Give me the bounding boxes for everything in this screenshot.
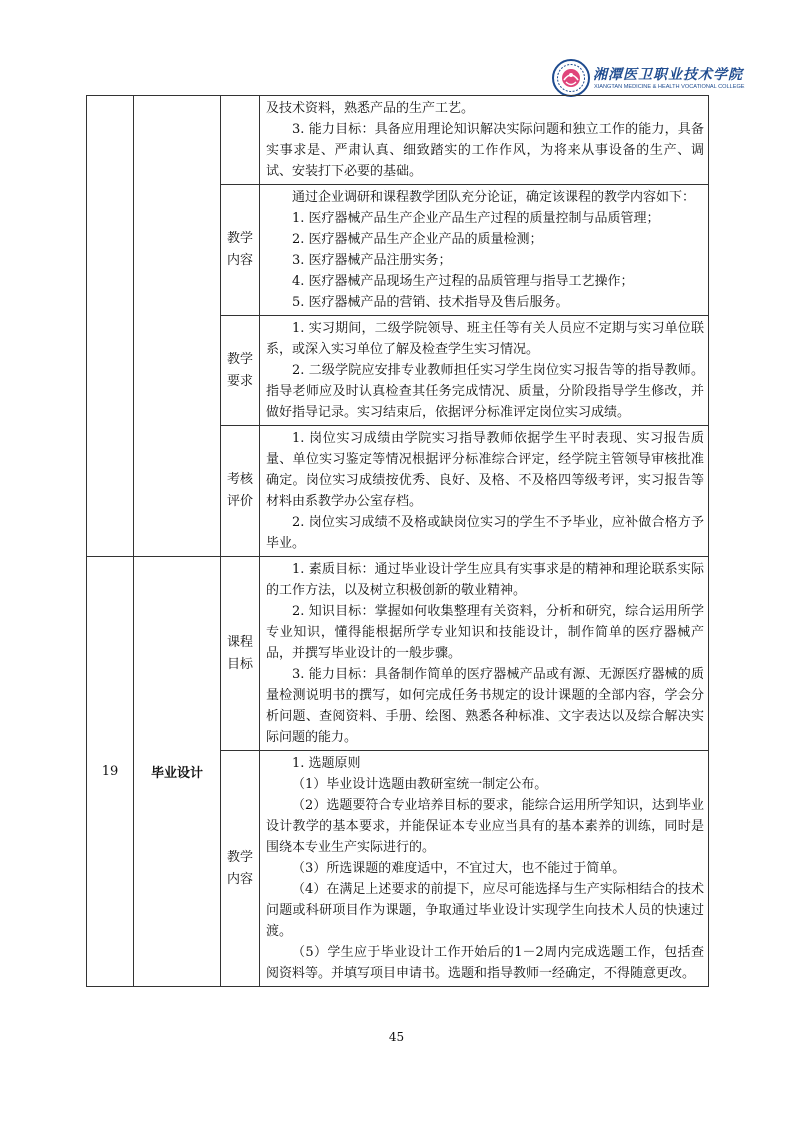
requirement-paragraph: 2. 二级学院应安排专业教师担任实习学生岗位实习报告等的指导教师。指导老师应及时认真检查其任务完成情况、质量，分阶段指导学生修改，并做好指导记录。实习结束后，依据评分标准评定岗位实习成绩。 xyxy=(266,363,704,420)
content-item: （3）所选课题的难度适中，不宜过大，也不能过于简单。 xyxy=(292,861,626,876)
content-paragraph: 通过企业调研和课程教学团队充分论证，确定该课程的教学内容如下： xyxy=(292,190,696,205)
course-number-cell xyxy=(87,96,134,557)
content-item: 5. 医疗器械产品的营销、技术指导及售后服务。 xyxy=(292,295,569,310)
content-cell xyxy=(260,185,709,316)
course-name-cell xyxy=(134,96,221,557)
content-cell xyxy=(260,751,709,987)
requirements-cell xyxy=(260,316,709,426)
content-item: 2. 医疗器械产品生产企业产品的质量检测； xyxy=(292,232,543,247)
course-number: 19 xyxy=(87,557,134,987)
assessment-paragraph: 1. 岗位实习成绩由学院实习指导教师依据学生平时表现、实习报告质量、单位实习鉴定等情况根据评分标准综合评定，经学院主管领导审核批准确定。岗位实习成绩按优秀、良好、及格、不及格四等级考评，实习报告等材料由系教学办公室存档。 xyxy=(266,431,704,509)
content-item: （1）毕业设计选题由教研室统一制定公布。 xyxy=(292,777,548,792)
assessment-cell xyxy=(260,426,709,557)
content-item: （4）在满足上述要求的前提下，应尽可能选择与生产实际相结合的技术问题或科研项目作为课题，争取通过毕业设计实现学生向技术人员的快速过渡。 xyxy=(266,882,704,939)
assessment-paragraph: 2. 岗位实习成绩不及格或缺岗位实习的学生不予毕业，应补做合格方予毕业。 xyxy=(266,515,704,551)
goals-paragraph: 3. 能力目标：具备应用理论知识解决实际问题和独立工作的能力，具备实事求是、严肃认真、细致踏实的工作作风，为将来从事设备的生产、调试、安装打下必要的基础。 xyxy=(266,122,704,179)
content-label: 教学内容 xyxy=(221,751,260,987)
content-item: 1. 医疗器械产品生产企业产品生产过程的质量控制与品质管理； xyxy=(292,211,660,226)
goals-cell xyxy=(260,96,709,185)
content-heading: 1. 选题原则 xyxy=(292,756,361,771)
content-item: 3. 医疗器械产品注册实务； xyxy=(292,253,452,268)
goals-cell xyxy=(260,557,709,751)
goals-label: 课程目标 xyxy=(221,557,260,751)
goals-paragraph: 及技术资料，熟悉产品的生产工艺。 xyxy=(266,101,475,116)
content-label: 教学内容 xyxy=(221,185,260,316)
goals-paragraph: 2. 知识目标：掌握如何收集整理有关资料，分析和研究，综合运用所学专业知识，懂得能根据所学专业知识和技能设计，制作简单的医疗器械产品，并撰写毕业设计的一般步骤。 xyxy=(266,604,704,661)
college-name-en: XIANGTAN MEDICINE & HEALTH VOCATIONAL COLLEGE xyxy=(594,84,745,90)
assessment-label: 考核评价 xyxy=(221,426,260,557)
page-number: 45 xyxy=(388,1030,405,1044)
college-emblem-icon xyxy=(551,58,591,98)
requirement-paragraph: 1. 实习期间，二级学院领导、班主任等有关人员应不定期与实习单位联系，或深入实习单位了解及检查学生实习情况。 xyxy=(266,321,704,357)
table-row xyxy=(87,557,709,751)
content-item: 4. 医疗器械产品现场生产过程的品质管理与指导工艺操作； xyxy=(292,274,634,289)
college-name-cn: 湘潭医卫职业技术学院 xyxy=(593,67,743,83)
table-row xyxy=(87,96,709,185)
goals-paragraph: 3. 能力目标：具备制作简单的医疗器械产品或有源、无源医疗器械的质量检测说明书的撰写，如何完成任务书规定的设计课题的全部内容，学会分析问题、查阅资料、手册、绘图、熟悉各种标准、文字表达以及综合解决实际问题的能力。 xyxy=(266,667,704,745)
course-syllabus-table xyxy=(86,95,709,987)
goals-paragraph: 1. 素质目标：通过毕业设计学生应具有实事求是的精神和理论联系实际的工作方法，以及树立积极创新的敬业精神。 xyxy=(266,562,704,598)
content-item: （5）学生应于毕业设计工作开始后的1－2周内完成选题工作，包括查阅资料等。并填写项目申请书。选题和指导教师一经确定，不得随意更改。 xyxy=(266,945,704,981)
content-item: （2）选题要符合专业培养目标的要求，能综合运用所学知识，达到毕业设计教学的基本要求，并能保证本专业应当具有的基本素养的训练，同时是围绕本专业生产实际进行的。 xyxy=(266,798,704,855)
goals-label-cell xyxy=(221,96,260,185)
requirements-label: 教学要求 xyxy=(221,316,260,426)
course-name: 毕业设计 xyxy=(134,557,221,987)
